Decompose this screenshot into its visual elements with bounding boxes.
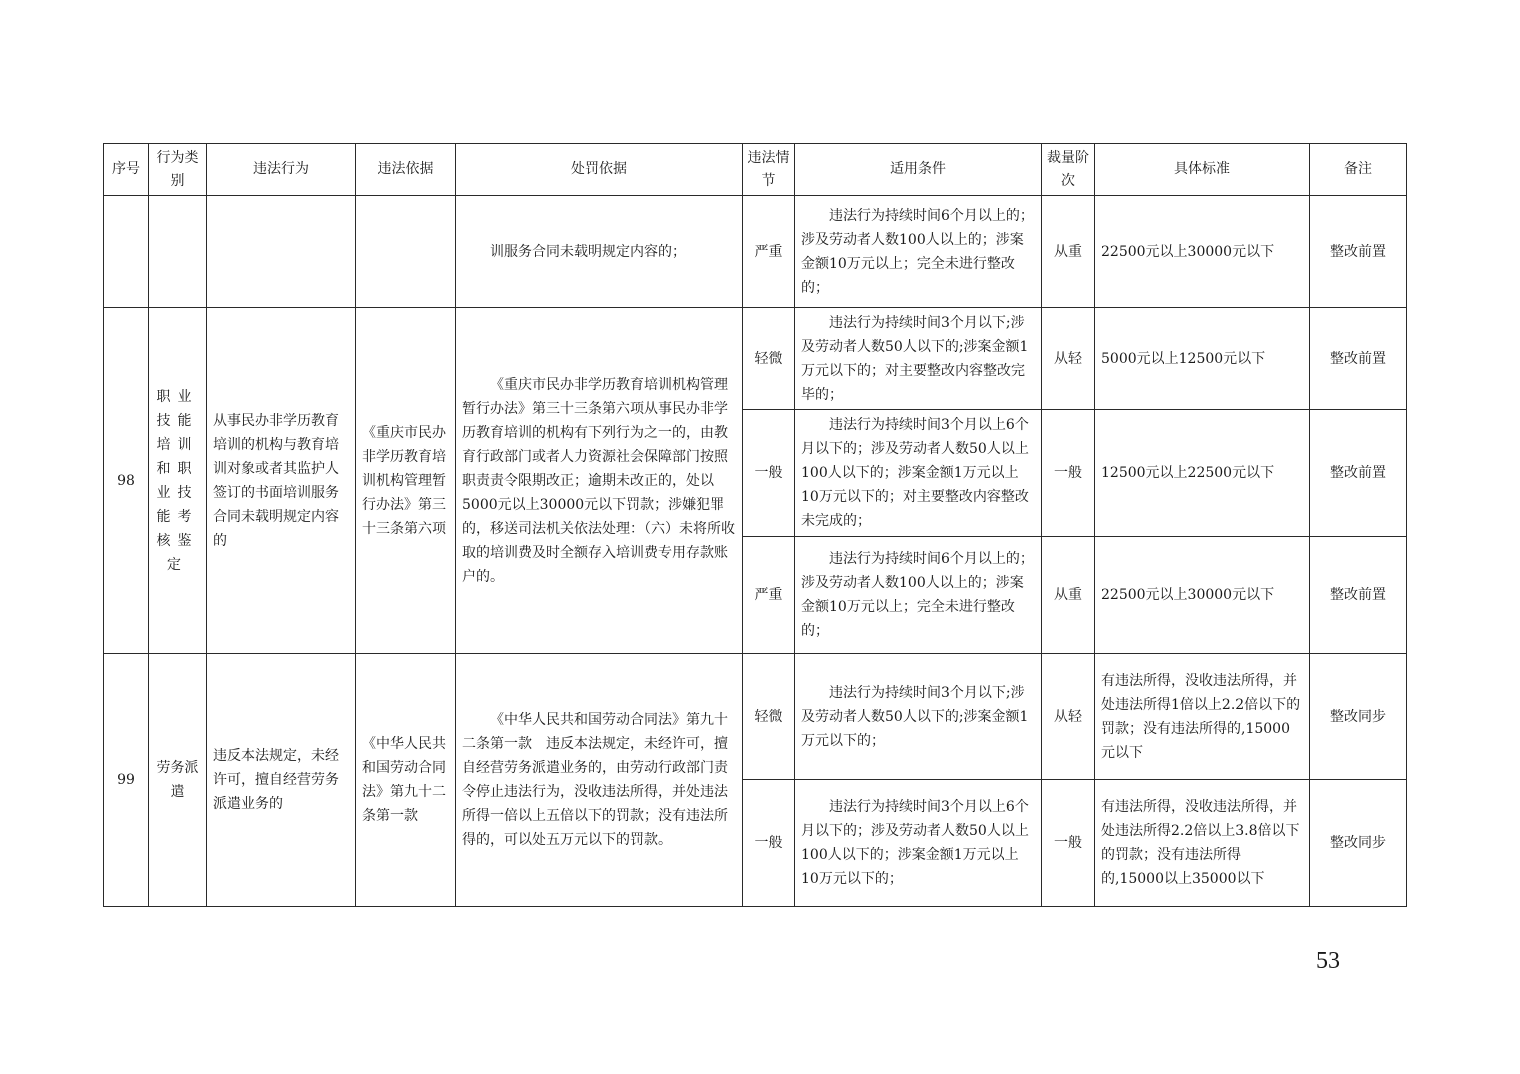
standard-cell: 12500元以上22500元以下 (1095, 410, 1310, 537)
header-basis: 违法依据 (356, 144, 456, 196)
standard-cell: 有违法所得，没收违法所得，并处违法所得2.2倍以上3.8倍以下的罚款；没有违法所得的,15000以上35000以下 (1095, 780, 1310, 907)
seq-cell: 99 (104, 654, 149, 907)
table-row (104, 308, 1407, 410)
remark-cell: 整改前置 (1310, 410, 1407, 537)
basis-cell: 《重庆市民办非学历教育培训机构管理暂行办法》第三十三条第六项 (356, 308, 456, 654)
standard-cell: 5000元以上12500元以下 (1095, 308, 1310, 410)
header-seq: 序号 (104, 144, 149, 196)
level-cell: 一般 (1042, 410, 1095, 537)
header-row (104, 144, 1407, 196)
level-cell: 从轻 (1042, 308, 1095, 410)
table-row (104, 654, 1407, 780)
severity-cell: 严重 (743, 537, 795, 654)
standard-cell: 22500元以上30000元以下 (1095, 537, 1310, 654)
remark-cell: 整改前置 (1310, 196, 1407, 308)
act-cell: 从事民办非学历教育培训的机构与教育培训对象或者其监护人签订的书面培训服务合同未载明规定内容的 (207, 308, 356, 654)
standard-cell: 22500元以上30000元以下 (1095, 196, 1310, 308)
condition-cell: 违法行为持续时间3个月以上6个月以下的；涉及劳动者人数50人以上100人以下的；涉案金额1万元以上10万元以下的； (795, 780, 1042, 907)
header-standard: 具体标准 (1095, 144, 1310, 196)
severity-cell: 严重 (743, 196, 795, 308)
header-remark: 备注 (1310, 144, 1407, 196)
remark-cell: 整改前置 (1310, 308, 1407, 410)
remark-cell: 整改同步 (1310, 780, 1407, 907)
remark-cell: 整改同步 (1310, 654, 1407, 780)
cont-category-cell (149, 196, 207, 308)
header-category: 行为类别 (149, 144, 207, 196)
condition-cell: 违法行为持续时间6个月以上的；涉及劳动者人数100人以上的；涉案金额10万元以上；完全未进行整改的； (795, 196, 1042, 308)
level-cell: 从重 (1042, 196, 1095, 308)
condition-cell: 违法行为持续时间3个月以下;涉及劳动者人数50人以下的;涉案金额1万元以下的； (795, 654, 1042, 780)
severity-cell: 轻微 (743, 308, 795, 410)
header-condition: 适用条件 (795, 144, 1042, 196)
cont-act-cell (207, 196, 356, 308)
condition-cell: 违法行为持续时间6个月以上的；涉及劳动者人数100人以上的；涉案金额10万元以上；完全未进行整改的； (795, 537, 1042, 654)
penalty-standards-table (103, 143, 1407, 907)
page-number: 53 (1316, 948, 1340, 974)
category-cell: 劳务派遣 (149, 654, 207, 907)
penalty-cell: 《重庆市民办非学历教育培训机构管理暂行办法》第三十三条第六项从事民办非学历教育培训的机构有下列行为之一的，由教育行政部门或者人力资源社会保障部门按照职责责令限期改正；逾期未改正的，处以5000元以上30000元以下罚款；涉嫌犯罪的，移送司法机关依法处理：（六）未将所收取的培训费及时全额存入培训费专用存款账户的。 (456, 308, 743, 654)
level-cell: 一般 (1042, 780, 1095, 907)
remark-cell: 整改前置 (1310, 537, 1407, 654)
severity-cell: 轻微 (743, 654, 795, 780)
table-row (104, 196, 1407, 308)
condition-cell: 违法行为持续时间3个月以上6个月以下的；涉及劳动者人数50人以上100人以下的；涉案金额1万元以上10万元以下的；对主要整改内容整改未完成的； (795, 410, 1042, 537)
severity-cell: 一般 (743, 410, 795, 537)
act-cell: 违反本法规定，未经许可，擅自经营劳务派遣业务的 (207, 654, 356, 907)
cont-basis-cell (356, 196, 456, 308)
level-cell: 从重 (1042, 537, 1095, 654)
category-cell: 职业技能培训和职业技能考核鉴定 (149, 308, 207, 654)
basis-cell: 《中华人民共和国劳动合同法》第九十二条第一款 (356, 654, 456, 907)
standard-cell: 有违法所得，没收违法所得，并处违法所得1倍以上2.2倍以下的罚款；没有违法所得的,15000元以下 (1095, 654, 1310, 780)
cont-seq-cell (104, 196, 149, 308)
level-cell: 从轻 (1042, 654, 1095, 780)
condition-cell: 违法行为持续时间3个月以下;涉及劳动者人数50人以下的;涉案金额1万元以下的；对主要整改内容整改完毕的； (795, 308, 1042, 410)
penalty-cell: 《中华人民共和国劳动合同法》第九十二条第一款 违反本法规定，未经许可，擅自经营劳务派遣业务的，由劳动行政部门责令停止违法行为，没收违法所得，并处违法所得一倍以上五倍以下的罚款；没有违法所得的，可以处五万元以下的罚款。 (456, 654, 743, 907)
header-act: 违法行为 (207, 144, 356, 196)
cont-penalty-cell: 训服务合同未载明规定内容的； (456, 196, 743, 308)
header-severity: 违法情节 (743, 144, 795, 196)
seq-cell: 98 (104, 308, 149, 654)
header-level: 裁量阶次 (1042, 144, 1095, 196)
header-penalty: 处罚依据 (456, 144, 743, 196)
severity-cell: 一般 (743, 780, 795, 907)
